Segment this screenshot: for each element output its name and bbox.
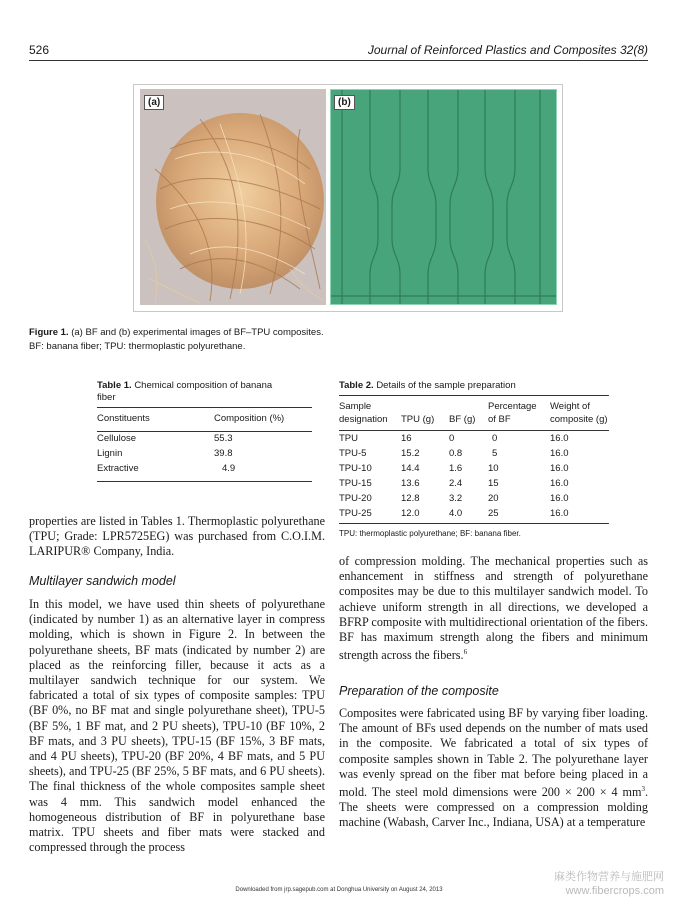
table-cell: 2.4: [449, 478, 463, 489]
table-cell: 4.0: [449, 508, 463, 519]
section-heading-multilayer: Multilayer sandwich model: [29, 574, 176, 588]
table2: [339, 395, 609, 525]
table2-bottom-rule: [339, 523, 609, 524]
watermark-line-1: 麻类作物营养与施肥网: [554, 871, 664, 883]
superscript-3: 3: [641, 785, 645, 794]
table2-header: TPU (g): [401, 414, 435, 425]
table-cell: 0.8: [449, 448, 463, 459]
compression-text: of compression molding. The mechanical properties such as enhancement in stiffness and strength of polyurethane composites may be due to this multilayer sandwich model. To achieve uniform strength in all directions, we developed a BFRP composite with multidirectional orientation of the fibers. BF has maximum strength along the fibers and minimum strength across the fibers.: [339, 554, 648, 663]
table-cell: TPU-10: [339, 463, 372, 474]
table1-header-constituents: Constituents: [97, 413, 150, 424]
table2-header: Percentage: [488, 401, 537, 412]
figure-panel-b-composite-photo: [330, 89, 557, 305]
table-cell: 55.3: [214, 433, 233, 444]
table-cell: 1.6: [449, 463, 463, 474]
multilayer-text: In this model, we have used thin sheets of polyurethane (indicated by number 1) as an alternative layer in compress molding, which is shown in Figure 2. In between the polyurethane sheets, BF mats (indicated by number 2) are placed as the reinforcing filler, because it acts as a multilayer sandwich technique for our system. We fabricated a total of six types of composite samples: TPU (BF 0%, no BF mat and single polyurethane sheet), TPU-5 (BF 5%, 1 BF mat, and 2 PU sheets), TPU-10 (BF 10%, 2 BF mats, and 3 PU sheets), TPU-15 (BF 15%, 3 BF mats, and 4 PU sheets), TPU-20 (BF 20%, 4 BF mats, and 5 PU sheets), and TPU-25 (BF 25%, 5 BF mats, and 6 PU sheets). The final thickness of the whole composites sample sheet was 4 mm. This sandwich model enhanced the homogeneous distribution of BF in polyurethane base matrix. TPU sheets and fiber mats were stacked and compressed through the process: [29, 597, 325, 855]
table-cell: 16: [401, 433, 412, 444]
table-cell: 0: [449, 433, 455, 444]
journal-title: Journal of Reinforced Plastics and Composites 32(8): [367, 43, 648, 57]
figure-caption: [29, 326, 649, 354]
table-cell: 15: [488, 478, 499, 489]
table2-header: composite (g): [550, 414, 608, 425]
table-cell: TPU-25: [339, 508, 372, 519]
table-cell: Lignin: [97, 448, 123, 459]
panel-b-label: (b): [334, 95, 355, 110]
table-cell: 3.2: [449, 493, 463, 504]
banana-fiber-image: [140, 89, 326, 305]
table-cell: 16.0: [550, 463, 569, 474]
table-cell: 15.2: [401, 448, 420, 459]
table-cell: TPU-20: [339, 493, 372, 504]
table1-header-rule: [97, 431, 312, 432]
table-cell: 16.0: [550, 448, 569, 459]
table2-caption: [339, 380, 639, 392]
table1-caption-text: Chemical composition of banana fiber: [97, 380, 273, 403]
preparation-text-a: Composites were fabricated using BF by varying fiber loading. The amount of BFs used depends on the number of mats used in the composite. We fabricated a total of six types of composite samples shown in Table 2. The polyurethane layer was evenly spread on the fiber mat before being placed in a mold. The steel mold dimensions were 200 × 200 × 4 mm: [339, 706, 648, 800]
table-cell: TPU: [339, 433, 358, 444]
table1: [97, 407, 312, 487]
table-cell: 4.9: [222, 463, 236, 474]
preparation-paragraph: [339, 706, 648, 831]
table-cell: 16.0: [550, 493, 569, 504]
table2-caption-label: Table 2.: [339, 380, 374, 391]
table2-header: designation: [339, 414, 388, 425]
table-cell: 0: [492, 433, 498, 444]
table-cell: 14.4: [401, 463, 420, 474]
preparation-text-b: . The sheets were compressed on a compression molding machine (Wabash, Carver Inc., Indiana, USA) at a temperature: [339, 785, 648, 830]
table-cell: 16.0: [550, 433, 569, 444]
table2-header-rule: [339, 430, 609, 431]
table1-bottom-rule: [97, 481, 312, 482]
table-cell: 20: [488, 493, 499, 504]
table-cell: 5: [492, 448, 498, 459]
watermark-line-2: www.fibercrops.com: [565, 885, 664, 897]
table-cell: 12.8: [401, 493, 420, 504]
reference-6: 6: [463, 648, 468, 657]
table-cell: 10: [488, 463, 499, 474]
table-cell: 25: [488, 508, 499, 519]
table-cell: 13.6: [401, 478, 420, 489]
figure-panel-a-banana-fiber-photo: [140, 89, 326, 305]
table-cell: Cellulose: [97, 433, 137, 444]
table1-caption: [97, 380, 287, 404]
download-notice: Downloaded from jrp.sagepub.com at Donghua University on August 24, 2013: [235, 887, 443, 893]
table-cell: TPU-5: [339, 448, 367, 459]
figure-caption-label: Figure 1.: [29, 327, 69, 338]
table-cell: 16.0: [550, 508, 569, 519]
table2-footnote: TPU: thermoplastic polyurethane; BF: banana fiber.: [339, 529, 521, 538]
table2-header: BF (g): [449, 414, 476, 425]
table-cell: 12.0: [401, 508, 420, 519]
table-cell: 16.0: [550, 478, 569, 489]
panel-a-label: (a): [144, 95, 164, 110]
table2-caption-text: Details of the sample preparation: [376, 380, 516, 391]
intro-paragraph: [29, 514, 325, 560]
table-cell: TPU-15: [339, 478, 372, 489]
page-number: 526: [29, 43, 50, 57]
composite-specimens-image: [330, 89, 557, 305]
table2-header: of BF: [488, 414, 511, 425]
figure-caption-text: (a) BF and (b) experimental images of BF–TPU composites.: [71, 327, 324, 338]
table-cell: 39.8: [214, 448, 233, 459]
table1-caption-label: Table 1.: [97, 380, 132, 391]
section-heading-preparation: Preparation of the composite: [339, 684, 499, 698]
table2-header: Sample: [339, 401, 372, 412]
table2-header: Weight of: [550, 401, 590, 412]
compression-paragraph: [339, 554, 648, 663]
table-cell: Extractive: [97, 463, 139, 474]
intro-text: properties are listed in Tables 1. Thermoplastic polyurethane (TPU; Grade: LPR5725EG) was purchased from C.O.I.M. LARIPUR® Company, India.: [29, 514, 325, 559]
header-rule: [29, 60, 648, 61]
multilayer-paragraph: [29, 597, 325, 855]
figure-caption-abbrev: BF: banana fiber; TPU: thermoplastic polyurethane.: [29, 341, 246, 352]
watermark: [554, 870, 664, 898]
table1-header-composition: Composition (%): [214, 413, 285, 424]
